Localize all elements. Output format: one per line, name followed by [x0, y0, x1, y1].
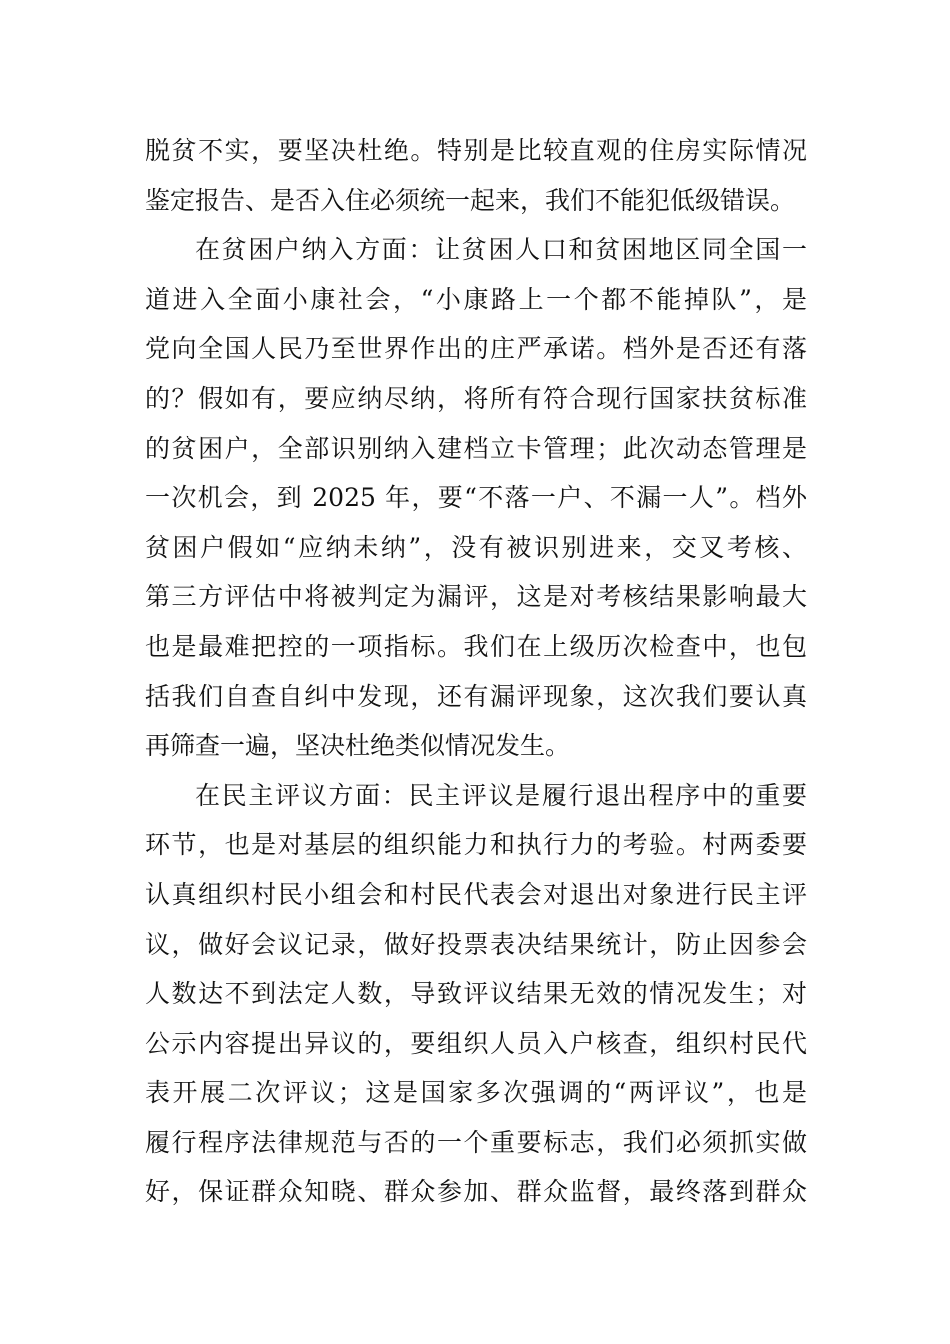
text-line: 履行程序法律规范与否的一个重要标志，我们必须抓实做 — [145, 1127, 807, 1157]
paragraph-1 — [145, 126, 807, 225]
text-line: 括我们自查自纠中发现，还有漏评现象，这次我们要认真 — [145, 681, 807, 711]
text-line: 再筛查一遍，坚决杜绝类似情况发生。 — [145, 731, 571, 761]
text-line: 第三方评估中将被判定为漏评，这是对考核结果影响最大 — [145, 582, 807, 612]
text-line: 也是最难把控的一项指标。我们在上级历次检查中，也包 — [145, 631, 807, 661]
paragraph-2 — [145, 225, 807, 771]
document-body — [145, 126, 807, 1217]
text-line: 在民主评议方面：民主评议是履行退出程序中的重要 — [195, 780, 807, 810]
text-line: 公示内容提出异议的，要组织人员入户核查，组织村民代 — [145, 1028, 807, 1058]
paragraph-3 — [145, 771, 807, 1217]
text-line: 贫困户假如“应纳未纳”，没有被识别进来，交叉考核、 — [145, 532, 807, 562]
text-line: 认真组织村民小组会和村民代表会对退出对象进行民主评 — [145, 879, 807, 909]
text-line: 环节，也是对基层的组织能力和执行力的考验。村两委要 — [145, 830, 807, 860]
text-line: 鉴定报告、是否入住必须统一起来，我们不能犯低级错误。 — [145, 185, 796, 215]
text-line: 议，做好会议记录，做好投票表决结果统计，防止因参会 — [145, 929, 807, 959]
text-line: 道进入全面小康社会，“小康路上一个都不能掉队”，是 — [145, 284, 807, 314]
text-line: 脱贫不实，要坚决杜绝。特别是比较直观的住房实际情况 — [145, 136, 807, 165]
text-line: 党向全国人民乃至世界作出的庄严承诺。档外是否还有落 — [145, 334, 807, 364]
text-line: 人数达不到法定人数，导致评议结果无效的情况发生；对 — [145, 979, 807, 1009]
text-line: 在贫困户纳入方面：让贫困人口和贫困地区同全国一 — [195, 235, 807, 265]
text-line: 好，保证群众知晓、群众参加、群众监督，最终落到群众 — [145, 1177, 807, 1207]
text-line: 的贫困户，全部识别纳入建档立卡管理；此次动态管理是 — [145, 433, 807, 463]
text-line: 的？假如有，要应纳尽纳，将所有符合现行国家扶贫标准 — [145, 383, 807, 413]
text-line: 表开展二次评议；这是国家多次强调的“两评议”，也是 — [145, 1078, 807, 1108]
text-line: 一次机会，到 2025 年，要“不落一户、不漏一人”。档外 — [145, 483, 807, 513]
